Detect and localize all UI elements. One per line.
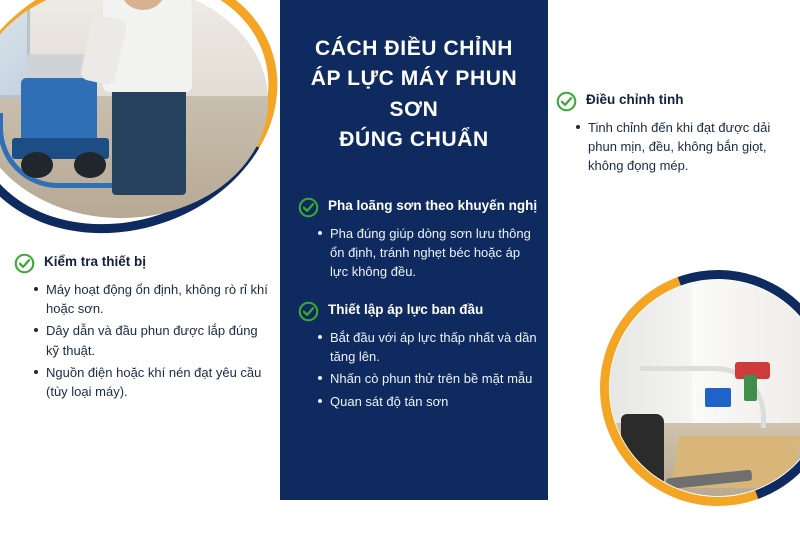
block-header xyxy=(556,90,796,112)
worker-with-sprayer-photo xyxy=(0,0,268,218)
block-pha-loang-son xyxy=(298,196,538,285)
block-dieu-chinh-tinh xyxy=(556,90,796,179)
check-circle-icon xyxy=(298,301,319,322)
block-title: Thiết lập áp lực ban đầu xyxy=(328,302,484,317)
block-item-list xyxy=(14,280,272,401)
block-title: Kiểm tra thiết bị xyxy=(44,254,147,269)
check-circle-icon xyxy=(556,91,577,112)
check-circle-icon xyxy=(298,197,319,218)
list-item: Tinh chỉnh đến khi đạt được dải phun mịn, đều, không bắn giọt, không đọng mép. xyxy=(588,118,796,176)
title-line-3: ĐÚNG CHUẨN xyxy=(339,128,489,152)
spray-hose-room-photo xyxy=(610,280,800,496)
list-item: Nhấn cò phun thử trên bề mặt mẫu xyxy=(330,369,538,388)
list-item: Nguồn điện hoặc khí nén đạt yêu cầu (tùy loại máy). xyxy=(46,363,272,401)
title-line-2: ÁP LỰC MÁY PHUN SƠN xyxy=(310,67,518,121)
list-item: Dây dẫn và đầu phun được lắp đúng kỹ thuật. xyxy=(46,321,272,359)
block-title: Pha loãng sơn theo khuyến nghị xyxy=(328,198,538,213)
block-header xyxy=(298,196,538,218)
right-column xyxy=(548,0,800,500)
check-circle-icon xyxy=(14,253,35,274)
list-item: Quan sát độ tán sơn xyxy=(330,392,538,411)
left-column xyxy=(0,0,280,500)
block-item-list xyxy=(298,224,538,282)
block-header xyxy=(298,300,538,322)
list-item: Bắt đầu với áp lực thấp nhất và dần tăng lên. xyxy=(330,328,538,366)
title-line-1: CÁCH ĐIỀU CHỈNH xyxy=(315,37,513,60)
block-title: Điều chỉnh tinh xyxy=(586,92,684,107)
middle-column xyxy=(280,0,548,500)
block-item-list xyxy=(298,328,538,411)
list-item: Máy hoạt động ổn định, không rò rỉ khí hoặc sơn. xyxy=(46,280,272,318)
block-item-list xyxy=(556,118,796,176)
block-kiem-tra-thiet-bi xyxy=(14,252,272,404)
page-title xyxy=(280,34,548,156)
list-item: Pha đúng giúp dòng sơn lưu thông ổn định, tránh nghẹt béc hoặc áp lực không đều. xyxy=(330,224,538,282)
block-thiet-lap-ap-luc-ban-dau xyxy=(298,300,538,414)
block-header xyxy=(14,252,272,274)
